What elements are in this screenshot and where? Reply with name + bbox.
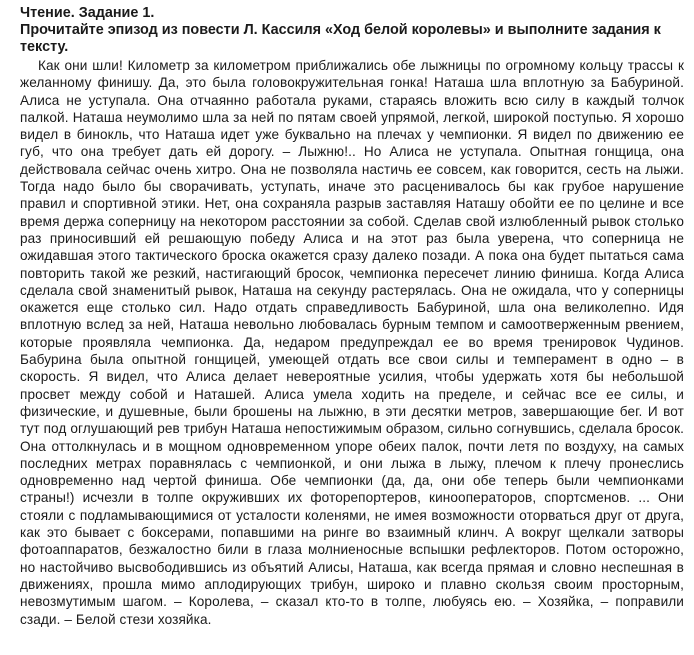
task-instruction: Прочитайте эпизод из повести Л. Кассиля «Ход белой королевы» и выполните задания к тексту. bbox=[20, 22, 661, 55]
story-excerpt: Как они шли! Километр за километром приближались обе лыжницы по огромному кольцу трассы к желанному финишу. Да, это была головокружительная гонка! Наташа шла вплотную за Бабуриной. Алиса не уступала. Она отчаянно работала руками, стараясь вложить всю силу в каждый толчок палкой. Наташа неумолимо шла за ней по пятам своей упрямой, легкой, широкой поступью. Я хорошо видел в бинокль, что Наташа идет уже буквально на плечах у чемпионки. Я видел по движению ее губ, что она требует дать ей дорогу. – Лыжню!.. Но Алиса не уступала. Опытная гонщица, она действовала сейчас очень хитро. Она не позволяла настичь ее совсем, как говорится, сесть на лыжи. Тогда надо было бы сворачивать, уступать, иначе это расценивалось бы как грубое нарушение правил и спортивной этики. Нет, она сохраняла разрыв заставляя Наташу обойти ее по целине и все время держа соперницу на некотором расстоянии за собой. Сделав свой излюбленный рывок столько раз приносивший ей решающую победу Алиса и на этот раз была уверена, что соперница не ожидавшая этого тактического броска окажется сразу далеко позади. А пока она будет пытаться сама повторить такой же резкий, настигающий бросок, чемпионка пересечет линию финиша. Когда Алиса сделала свой знаменитый рывок, Наташа на секунду растерялась. Она не ожидала, что у соперницы окажется еще столько сил. Надо отдать справедливость Бабуриной, шла она великолепно. Идя вплотную вслед за ней, Наташа невольно любовалась бурным темпом и самоотверженным рвением, которые проявляла чемпионка. Да, недаром предупреждал ее во время тренировок Чудинов. Бабурина была опытной гонщицей, умеющей отдать все свои силы и темперамент в одно – в скорость. Я видел, что Алиса делает невероятные усилия, чтобы удержать хотя бы небольшой просвет между собой и Наташей. Алиса умела ходить на пределе, и сейчас все ее силы, и физические, и душевные, были брошены на лыжню, в эти десятки метров, завершающие бег. И вот тут под оглушающий рев трибун Наташа непостижимым образом, сильно согнувшись, сделала бросок. Она оттолкнулась и в мощном одновременном упоре обеих палок, почти летя по воздуху, на самых последних метрах поравнялась с чемпионкой, и они лыжа в лыжу, плечом к плечу пронеслись одновременно над чертой финиша. Обе чемпионки (да, да, они обе теперь были чемпионками страны!) исчезли в толпе окруживших их фоторепортеров, кинооператоров, спортсменов. ... Они стояли с подламывающимися от усталости коленями, не имея возможности оторваться друг от друга, как это бывает с боксерами, попавшими на ринге во взаимный клинч. А вокруг щелкали затворы фотоаппаратов, безжалостно били в глаза молниеносные вспышки рефлекторов. Потом осторожно, но настойчиво высвободившись из объятий Алисы, Наташа, как всегда прямая и словно неспешная в движениях, прошла мимо аплодирующих трибун, широко и плавно скользя своим просторным, невозмутимым шагом. – Королева, – сказал кто-то в толпе, любуясь ею. – Хозяйка, – поправили сзади. – Белой стези хозяйка. bbox=[20, 58, 684, 627]
section-heading: Чтение. Задание 1. bbox=[20, 5, 155, 21]
